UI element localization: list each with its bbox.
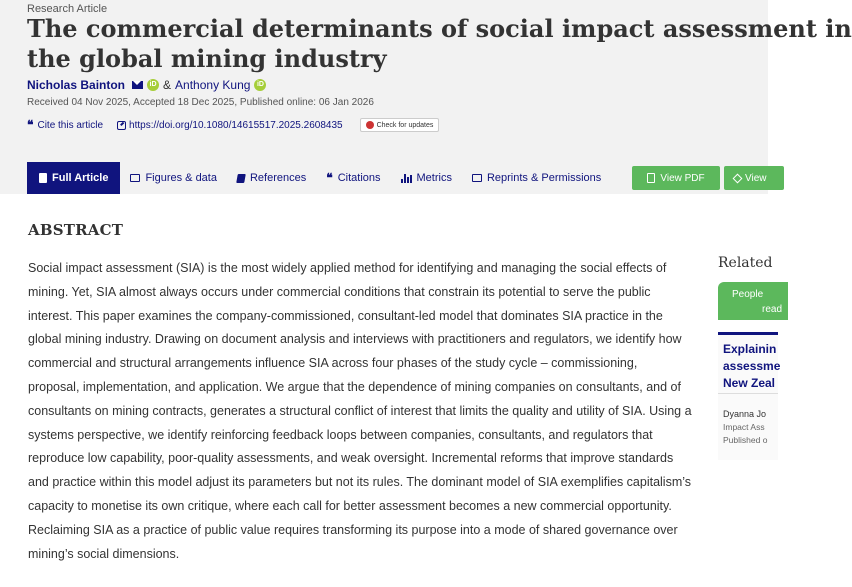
tab-figures-data[interactable] xyxy=(120,162,227,194)
author-separator: & xyxy=(163,78,172,92)
related-article-journal: Impact Ass xyxy=(723,422,765,432)
tab-label: Full Article xyxy=(52,172,109,184)
related-article-card[interactable] xyxy=(718,332,781,460)
epub-icon xyxy=(733,173,743,183)
tab-full-article[interactable] xyxy=(27,162,120,194)
related-title-line-2: assessme xyxy=(723,359,781,373)
document-icon xyxy=(39,173,47,183)
tab-metrics[interactable] xyxy=(391,162,462,194)
related-article-date: Published o xyxy=(723,435,768,445)
orcid-icon[interactable]: iD xyxy=(254,79,266,91)
orcid-icon[interactable]: iD xyxy=(147,79,159,91)
pdf-icon xyxy=(647,173,655,183)
tab-label: Figures & data xyxy=(145,172,217,184)
author-link-bainton[interactable]: Nicholas Bainton xyxy=(27,78,126,92)
doi-text: https://doi.org/10.1080/14615517.2025.2608435 xyxy=(129,119,343,131)
external-link-icon xyxy=(117,121,126,130)
tab-citations[interactable] xyxy=(316,162,390,194)
tab-label: Citations xyxy=(337,172,381,184)
related-article-title[interactable] xyxy=(718,335,781,392)
book-icon xyxy=(236,174,246,183)
bar-chart-icon xyxy=(401,174,412,183)
image-icon xyxy=(130,174,140,182)
people-also-read-tab[interactable] xyxy=(718,282,788,320)
article-type-label: Research Article xyxy=(27,3,108,15)
related-divider xyxy=(718,393,778,394)
publication-dates: Received 04 Nov 2025, Accepted 18 Dec 2025, Published online: 06 Jan 2026 xyxy=(27,97,374,108)
people-also-read-line-2: read xyxy=(762,304,783,315)
cite-article-label: Cite this article xyxy=(37,119,104,131)
related-title-line-3: New Zeal xyxy=(723,376,776,390)
crossmark-icon xyxy=(366,121,374,129)
author-link-kung[interactable]: Anthony Kung xyxy=(175,78,251,92)
tab-label: Metrics xyxy=(416,172,452,184)
quote-icon: ❝ xyxy=(326,171,333,185)
tab-reprints-permissions[interactable] xyxy=(462,162,611,194)
print-icon xyxy=(472,174,482,182)
related-article-author: Dyanna Jo xyxy=(723,409,767,419)
tab-label: Reprints & Permissions xyxy=(486,172,602,184)
cite-article-link[interactable] xyxy=(27,118,103,132)
article-tabs xyxy=(27,162,611,194)
related-title-line-1: Explainin xyxy=(723,342,777,356)
check-for-updates-button[interactable] xyxy=(360,118,440,132)
view-epub-label: View xyxy=(745,172,767,184)
tab-references[interactable] xyxy=(227,162,316,194)
article-title-line-2: the global mining industry xyxy=(27,44,387,73)
article-title-line-1: The commercial determinants of social impact assessment in xyxy=(27,14,852,43)
view-pdf-label: View PDF xyxy=(660,172,705,184)
article-meta-row xyxy=(27,118,439,132)
abstract-text: Social impact assessment (SIA) is the most widely applied method for identifying and managing the social effects of mining. Yet, SIA almost always occurs under commercial conditions that constrain its potential to serve the public interest. This paper examines the company-commissioned, consultant-led model that dominates SIA practice in the global mining industry. Drawing on document analysis and interviews with practitioners and regulators, we identify how commercial and structural arrangements influence SIA across four phases of the study cycle – commissioning, proposal, implementation, and application. We argue that the dependence of mining companies on consultants, and of consultants on mining contracts, generates a structural conflict of interest that limits the quality and utility of SIA. Using a systems perspective, we identify reinforcing feedback loops between companies, consultants, and regulators that reproduce low capability, poor-quality assessments, and weak oversight. Incremental reforms that improve standards and practice within this model adjust its parameters but not its rules. The dominant model of SIA exemplifies capitalism’s capacity to monetise its own critique, where each call for better assessment becomes a new commercial opportunity. Reclaiming SIA as a practice of public value requires transforming its purpose into a mode of shared governance over mining’s social dimensions. xyxy=(28,261,692,561)
tab-label: References xyxy=(249,172,307,184)
author-list xyxy=(27,78,266,92)
view-epub-button[interactable] xyxy=(724,166,784,190)
people-also-read-line-1: People xyxy=(732,289,764,300)
check-for-updates-label: Check for updates xyxy=(376,121,434,129)
doi-link[interactable] xyxy=(117,120,343,131)
email-icon[interactable] xyxy=(132,81,143,89)
view-pdf-button[interactable] xyxy=(632,166,720,190)
abstract-heading: ABSTRACT xyxy=(28,221,124,239)
quote-icon: ❝ xyxy=(27,118,34,132)
article-title xyxy=(27,14,852,74)
related-heading: Related xyxy=(718,255,773,271)
